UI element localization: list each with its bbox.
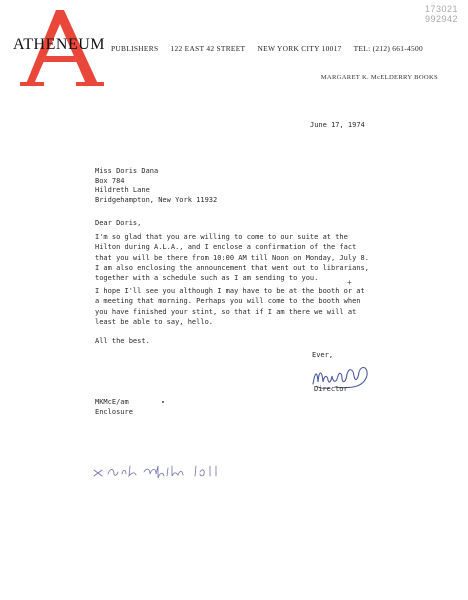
handwritten-annotation <box>92 462 226 482</box>
paragraph-line: that you will be there from 10:00 AM till Noon on Monday, July 8. <box>95 253 369 262</box>
publishers-label: PUBLISHERS <box>111 44 159 53</box>
publisher-wordmark: ATHENEUM <box>13 36 105 53</box>
telephone: TEL: (212) 661-4500 <box>353 44 423 53</box>
letterhead-info <box>111 44 433 53</box>
recipient-address <box>95 167 217 206</box>
city-address: NEW YORK CITY 10017 <box>257 44 342 53</box>
archive-number <box>425 4 458 24</box>
address-line: Bridgehampton, New York 11932 <box>95 196 218 205</box>
street-address: 122 EAST 42 STREET <box>170 44 246 53</box>
paragraph-1 <box>95 232 369 283</box>
paragraph-line: a meeting that morning. Perhaps you will come to the booth when <box>95 297 361 306</box>
address-line: Box 784 <box>95 176 125 185</box>
signature-title: Director <box>314 385 348 393</box>
reference-line: Enclosure <box>95 408 133 416</box>
paragraph-line: together with a schedule such as I am sending to you. <box>95 274 319 283</box>
closing-line: All the best. <box>95 337 150 345</box>
archive-number-line-2: 992942 <box>424 14 458 24</box>
paragraph-line: you have finished your stint, so that if I am there we will at <box>95 307 357 316</box>
insertion-mark: + <box>347 278 352 287</box>
paragraph-line: I hope I'll see you although I may have to be at the booth or at <box>95 287 365 295</box>
imprint-name: MARGARET K. McELDERRY BOOKS <box>320 74 438 81</box>
paragraph-2 <box>95 286 365 327</box>
reference-line: MKMcE/am <box>95 398 129 406</box>
paragraph-line: Hilton during A.L.A., and I enclose a confirmation of the fact <box>95 243 357 252</box>
paragraph-line: I am also enclosing the announcement that went out to librarians, <box>95 263 369 272</box>
salutation: Dear Doris, <box>95 219 142 227</box>
archive-number-line-1: 173021 <box>424 4 458 14</box>
address-line: Miss Doris Dana <box>95 167 159 175</box>
sign-off: Ever, <box>312 351 334 359</box>
stray-mark <box>162 401 164 403</box>
reference-initials <box>95 397 133 417</box>
letter-date: June 17, 1974 <box>310 121 365 129</box>
paragraph-line: I'm so glad that you are willing to come to our suite at the <box>95 233 348 241</box>
address-line: Hildreth Lane <box>95 186 150 195</box>
paragraph-line: least be able to say, hello. <box>95 317 214 326</box>
